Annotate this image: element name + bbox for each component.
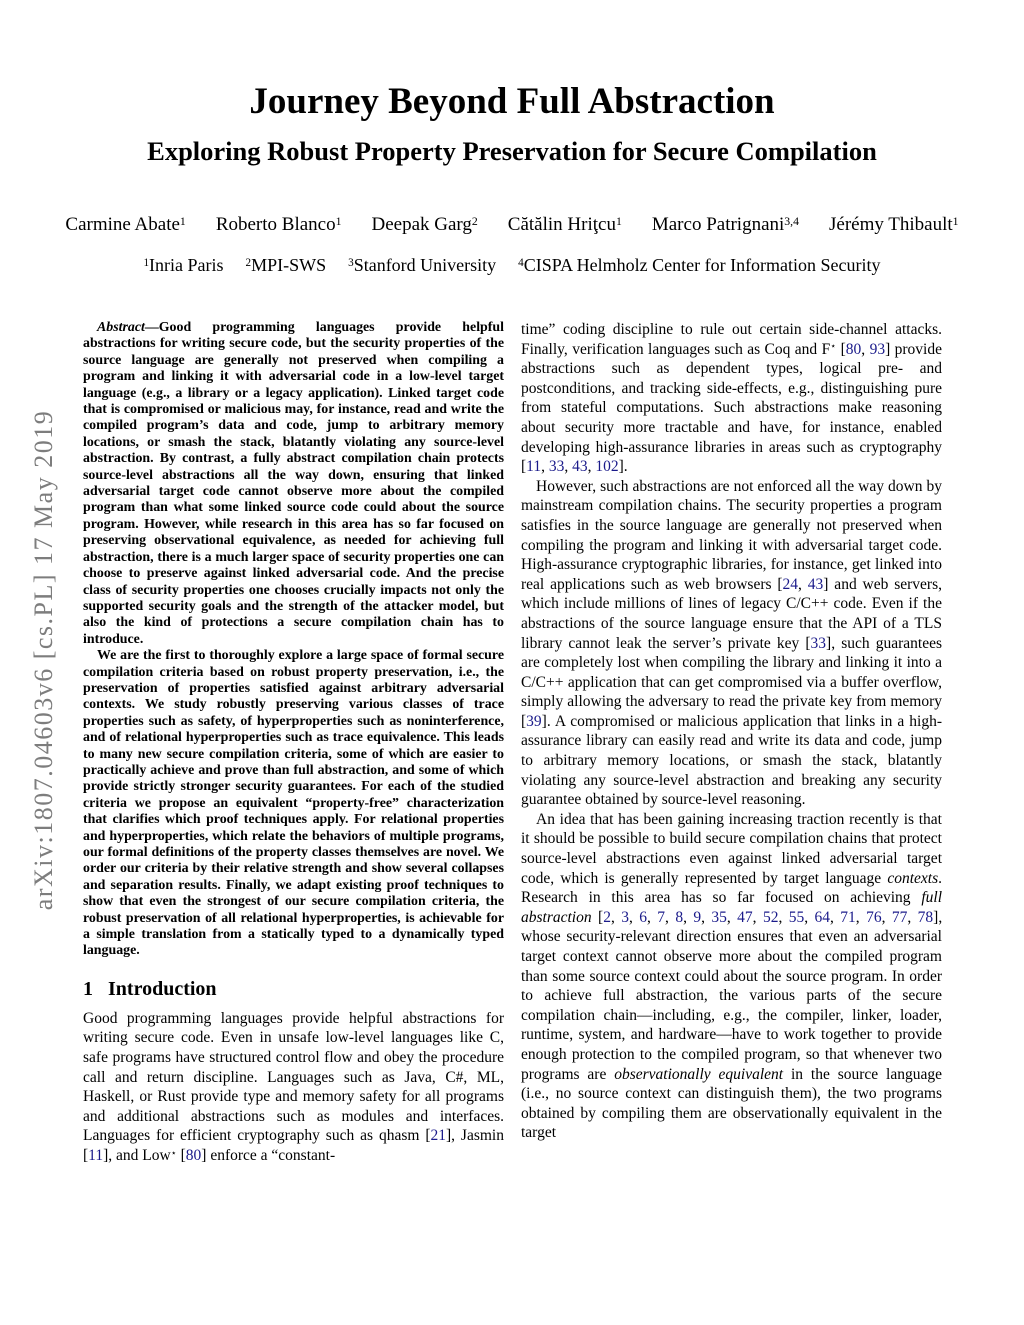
text-run: —Good programming languages provide helpful abstractions for writing secure code, but the security properties of the source language are generally not preserved when compiling a program and linking it with adversarial code in a low-level target language (e.g., a library or a legacy application). Linked target code that is compromised or malicious may, for instance, read and write the compiled program’s data and code, jump to arbitrary memory locations, or smash the stack, blatantly violating any source-level abstraction. By contrast, a fully abstract compilation chain protects source-level abstractions all the way down, ensuring that linked adversarial target code cannot observe more about the compiled program than what some linked source code could about the source program. However, while research in this area has so far focused on preserving observational equivalence, as needed for achieving full abstraction, there is a much larger space of security properties one can choose to preserve against linked adversarial code. And the precise class of security properties one chooses crucially impacts not only the supported security goals and the strength of the attacker model, but also the kind of protections a secure compilation chain has to introduce. <box>83 320 504 647</box>
citation-link[interactable]: 11 <box>526 458 542 476</box>
citation-link[interactable]: 52 <box>762 908 779 926</box>
author: Cătălin Hriţcu$^1$ <box>507 214 622 235</box>
text-run <box>592 909 598 926</box>
citation-link[interactable]: 33 <box>548 458 565 476</box>
text-run: enforce a “constant- <box>206 1147 336 1164</box>
intro-paragraph: Good programming languages provide helpful abstractions for writing secure code. Even in unsafe low-level languages like C, safe programs have structured control flow and obey the procedure call and return discipline. Languages such as Java, C#, ML, Haskell, or Rust provide type and memory safety for all programs and additional abstractions such as modules and interfaces. Languages for efficient cryptography such as qhasm [21], Jasmin [11], and Low⋆ [80] enforce a “constant- <box>83 1009 504 1164</box>
section-heading-introduction <box>83 978 504 1000</box>
affiliation: $^1$Inria Paris <box>143 255 224 275</box>
text-run: time” coding discipline to rule out certain side-channel attacks. Finally, verification languages such as Coq and F <box>521 321 942 358</box>
citation-link[interactable]: 77 <box>891 908 908 926</box>
text-run <box>836 341 840 358</box>
citation-link[interactable]: 9 <box>693 908 702 926</box>
text-run: An idea that has been gaining increasing traction recently is that it should be possible to build secure compilation chains that protect source-level abstractions even against linked adversarial target code, which is generally represented by target language <box>521 810 942 887</box>
section-title: Introduction <box>108 977 217 1000</box>
affiliation: $^2$MPI-SWS <box>245 255 327 275</box>
citation-link[interactable]: 8 <box>675 908 684 926</box>
citation-link[interactable]: 24 <box>782 575 799 593</box>
text-run: , Jasmin <box>451 1127 504 1145</box>
text-run: contexts <box>887 869 939 887</box>
affiliation: $^3$Stanford University <box>348 255 497 275</box>
citation-link[interactable]: 21 <box>430 1127 446 1145</box>
body-paragraph-3: An idea that has been gaining increasing traction recently is that it should be possible to build secure compilation chains that protect source-level abstractions even against linked adversarial target code, which is generally represented by target language contexts. Research in this area has so far focused on achieving full abstraction [2, 3, 6, 7, 8, 9, 35, 47, 52, 55, 64, 71, 76, 77, 78], whose security-relevant direction ensures that even an adversarial target context cannot observe more about the compiled program than some source context could about the source program. In order to achieve full abstraction, the various parts of the secure compilation chain—including, e.g., the compiler, linker, loader, runtime, system, and hardware—have to work together to provide enough protection to the compiled program, so that whenever two programs are observationally equivalent in the source language (i.e., no source context can distinguish them), the two programs obtained by compiling them are observationally equivalent in the target <box>521 810 943 1142</box>
affiliation-list <box>0 255 1024 276</box>
left-column <box>83 320 504 1166</box>
citation-link[interactable]: 33 <box>810 634 827 652</box>
text-run: . Research in this area has so far focused on achieving <box>521 869 942 907</box>
author: Roberto Blanco$^1$ <box>215 214 342 235</box>
abstract-paragraph-2 <box>83 648 504 960</box>
body-paragraph-2: However, such abstractions are not enforced all the way down by mainstream compilation chains. The security properties a program satisfies in the source language are generally not preserved when compiling the program and linking it with adversarial target code. High-assurance cryptographic libraries, for instance, get linked into real applications such as web browsers [24, 43] and web servers, which include millions of lines of legacy C/C++ code. Even if the abstractions of the source language ensure that the API of a TLS library cannot leak the server’s private key [33], such guarantees are completely lost when compiling the library and linking it into a C/C++ application that can get compromised via a buffer overflow, simply allowing the adversary to read the private key from memory [39]. A compromised or malicious application that links in a high-assurance library can easily read and write its data and code, jump to arbitrary memory locations, or smash the stack, blatantly violating any source-level abstraction and breaking any security guarantee obtained by source-level reasoning. <box>521 477 942 809</box>
text-run: , and Low <box>108 1147 171 1164</box>
citation-link[interactable]: 7 <box>657 908 666 926</box>
citation-link[interactable]: 71 <box>840 908 856 926</box>
text-run: and web servers, which include millions of lines of legacy C/C++ code. Even if the abstractions of the source language ensure that the API of a TLS library cannot leak the server’s private key <box>521 575 942 652</box>
citation-link[interactable]: 35 <box>711 908 727 926</box>
citation-link[interactable]: 47 <box>737 908 753 926</box>
text-run: We are the first to thoroughly explore a large space of formal secure compilation criteria based on robust property preservation, i.e., the preservation of properties satisfied against arbitrary adversarial contexts. We study robustly preserving various classes of trace properties such as safety, of hyperproperties such as noninterference, and of relational hyperproperties such as trace equivalence. This leads to many new secure compilation criteria, some of which are easier to practically achieve and prove than full abstraction, and some of which provide strictly stronger security guarantees. For each of the studied criteria we propose an equivalent “property-free” characterization that clarifies which proof techniques apply. For relational properties and hyperproperties, which relate the behaviors of multiple programs, our formal definitions of the property classes themselves are novel. We order our criteria by their relative strength and show several collapses and separation results. Finally, we adapt existing proof techniques to show that even the strongest of our secure compilation criteria, the robust preservation of all relational hyperproperties, is achievable for a simple translation from a statically typed to a dynamically typed language. <box>83 648 504 959</box>
right-column <box>521 320 942 1143</box>
author-list <box>0 214 1024 236</box>
affiliation: $^4$CISPA Helmholz Center for Information Security <box>518 255 881 275</box>
author: Deepak Garg$^2$ <box>371 214 478 235</box>
citation-link[interactable]: 43 <box>807 575 824 593</box>
author: Jérémy Thibault$^1$ <box>829 214 959 235</box>
author: Marco Patrignani$^{3,4}$ <box>651 214 800 235</box>
citation-link[interactable]: 39 <box>526 712 542 730</box>
text-run: full abstraction <box>521 889 942 926</box>
citation-link[interactable]: 6 <box>639 908 648 926</box>
text-run: , whose security-relevant direction ensures that even an adversarial target context cannot observe more about the compiled program than some source context could about the source program. In order to achieve full abstraction, the various parts of the secure compilation chain—including, e.g., the compiler, linker, loader, runtime, system, and hardware—have to work together to provide enough protection to the compiled program, so that whenever two programs are <box>521 908 943 1083</box>
section-number: 1 <box>83 977 93 1000</box>
text-run: observationally equivalent <box>614 1065 784 1083</box>
text-run: in the source language (i.e., no source context can distinguish them), the two programs obtained by compiling them are observationally equivalent in the target <box>521 1065 942 1142</box>
text-run: However, such abstractions are not enforced all the way down by mainstream compilation chains. The security properties a program satisfies in the source language are generally not preserved when compiling the program and linking it with adversarial target code. High-assurance cryptographic libraries, for instance, get linked into real applications such as web browsers <box>521 477 942 593</box>
text-run: . <box>623 458 628 476</box>
citation-link[interactable]: 80 <box>185 1147 202 1164</box>
citation-link[interactable]: 3 <box>621 908 629 926</box>
abstract-paragraph-1 <box>83 320 504 648</box>
citation-link[interactable]: 102 <box>595 458 619 476</box>
citation-link[interactable]: 43 <box>572 458 588 476</box>
paper-subtitle: Exploring Robust Property Preservation for Secure Compilation <box>147 136 877 166</box>
text-run: Abstract <box>97 320 145 335</box>
citation-link[interactable]: 55 <box>788 908 805 926</box>
text-run: ⋆ <box>170 1147 177 1159</box>
author: Carmine Abate$^1$ <box>65 214 186 235</box>
citation-link[interactable]: 93 <box>869 340 886 358</box>
text-run: ⋆ <box>830 341 837 353</box>
citation-link[interactable]: 11 <box>88 1147 104 1164</box>
text-run: , such guarantees are completely lost when compiling the library and linking it into a C/C++ application that can get compromised via a buffer overflow, simply allowing the adversary to read the private key from memory <box>521 634 942 711</box>
text-run <box>177 1147 181 1164</box>
body-paragraph-1: time” coding discipline to rule out certain side-channel attacks. Finally, verification languages such as Coq and F⋆ [80, 93] provide abstractions such as dependent types, logical pre- and postconditions, and tracking side-effects, e.g., distinguishing pure from stateful computations. Such abstractions make reasoning about security more tractable and have, for instance, enabled developing high-assurance libraries in areas such as cryptography [11, 33, 43, 102]. <box>521 321 942 476</box>
text-run: Good programming languages provide helpful abstractions for writing secure code. Even in unsafe low-level languages like C, safe programs have structured control flow and obey the procedure call and return discipline. Languages such as Java, C#, ML, Haskell, or Rust provide type and memory safety for all programs and additional abstractions such as modules and interfaces. Languages for efficient cryptography such as qhasm <box>83 1009 504 1145</box>
citation-link[interactable]: 80 <box>845 340 862 358</box>
citation-link[interactable]: 78 <box>917 908 934 926</box>
citation-link[interactable]: 64 <box>814 908 831 926</box>
arxiv-watermark: arXiv:1807.04603v6 [cs.PL] 17 May 2019 <box>29 409 58 911</box>
paper-title: Journey Beyond Full Abstraction <box>249 81 775 122</box>
text-run: provide abstractions such as dependent types, logical pre- and postconditions, and tracking side-effects, e.g., distinguishing pure from stateful computations. Such abstractions make reasoning about security more tractable and have, for instance, enabled developing high-assurance libraries in areas such as cryptography <box>521 340 942 456</box>
citation-link[interactable]: 76 <box>866 908 882 926</box>
text-run: . A compromised or malicious application that links in a high-assurance library can easily read and write its data and code, jump to arbitrary memory locations, or smash the stack, blatantly violating any source-level abstraction and breaking any security guarantee obtained by source-level reasoning. <box>521 712 942 809</box>
citation-link[interactable]: 2 <box>603 908 611 926</box>
